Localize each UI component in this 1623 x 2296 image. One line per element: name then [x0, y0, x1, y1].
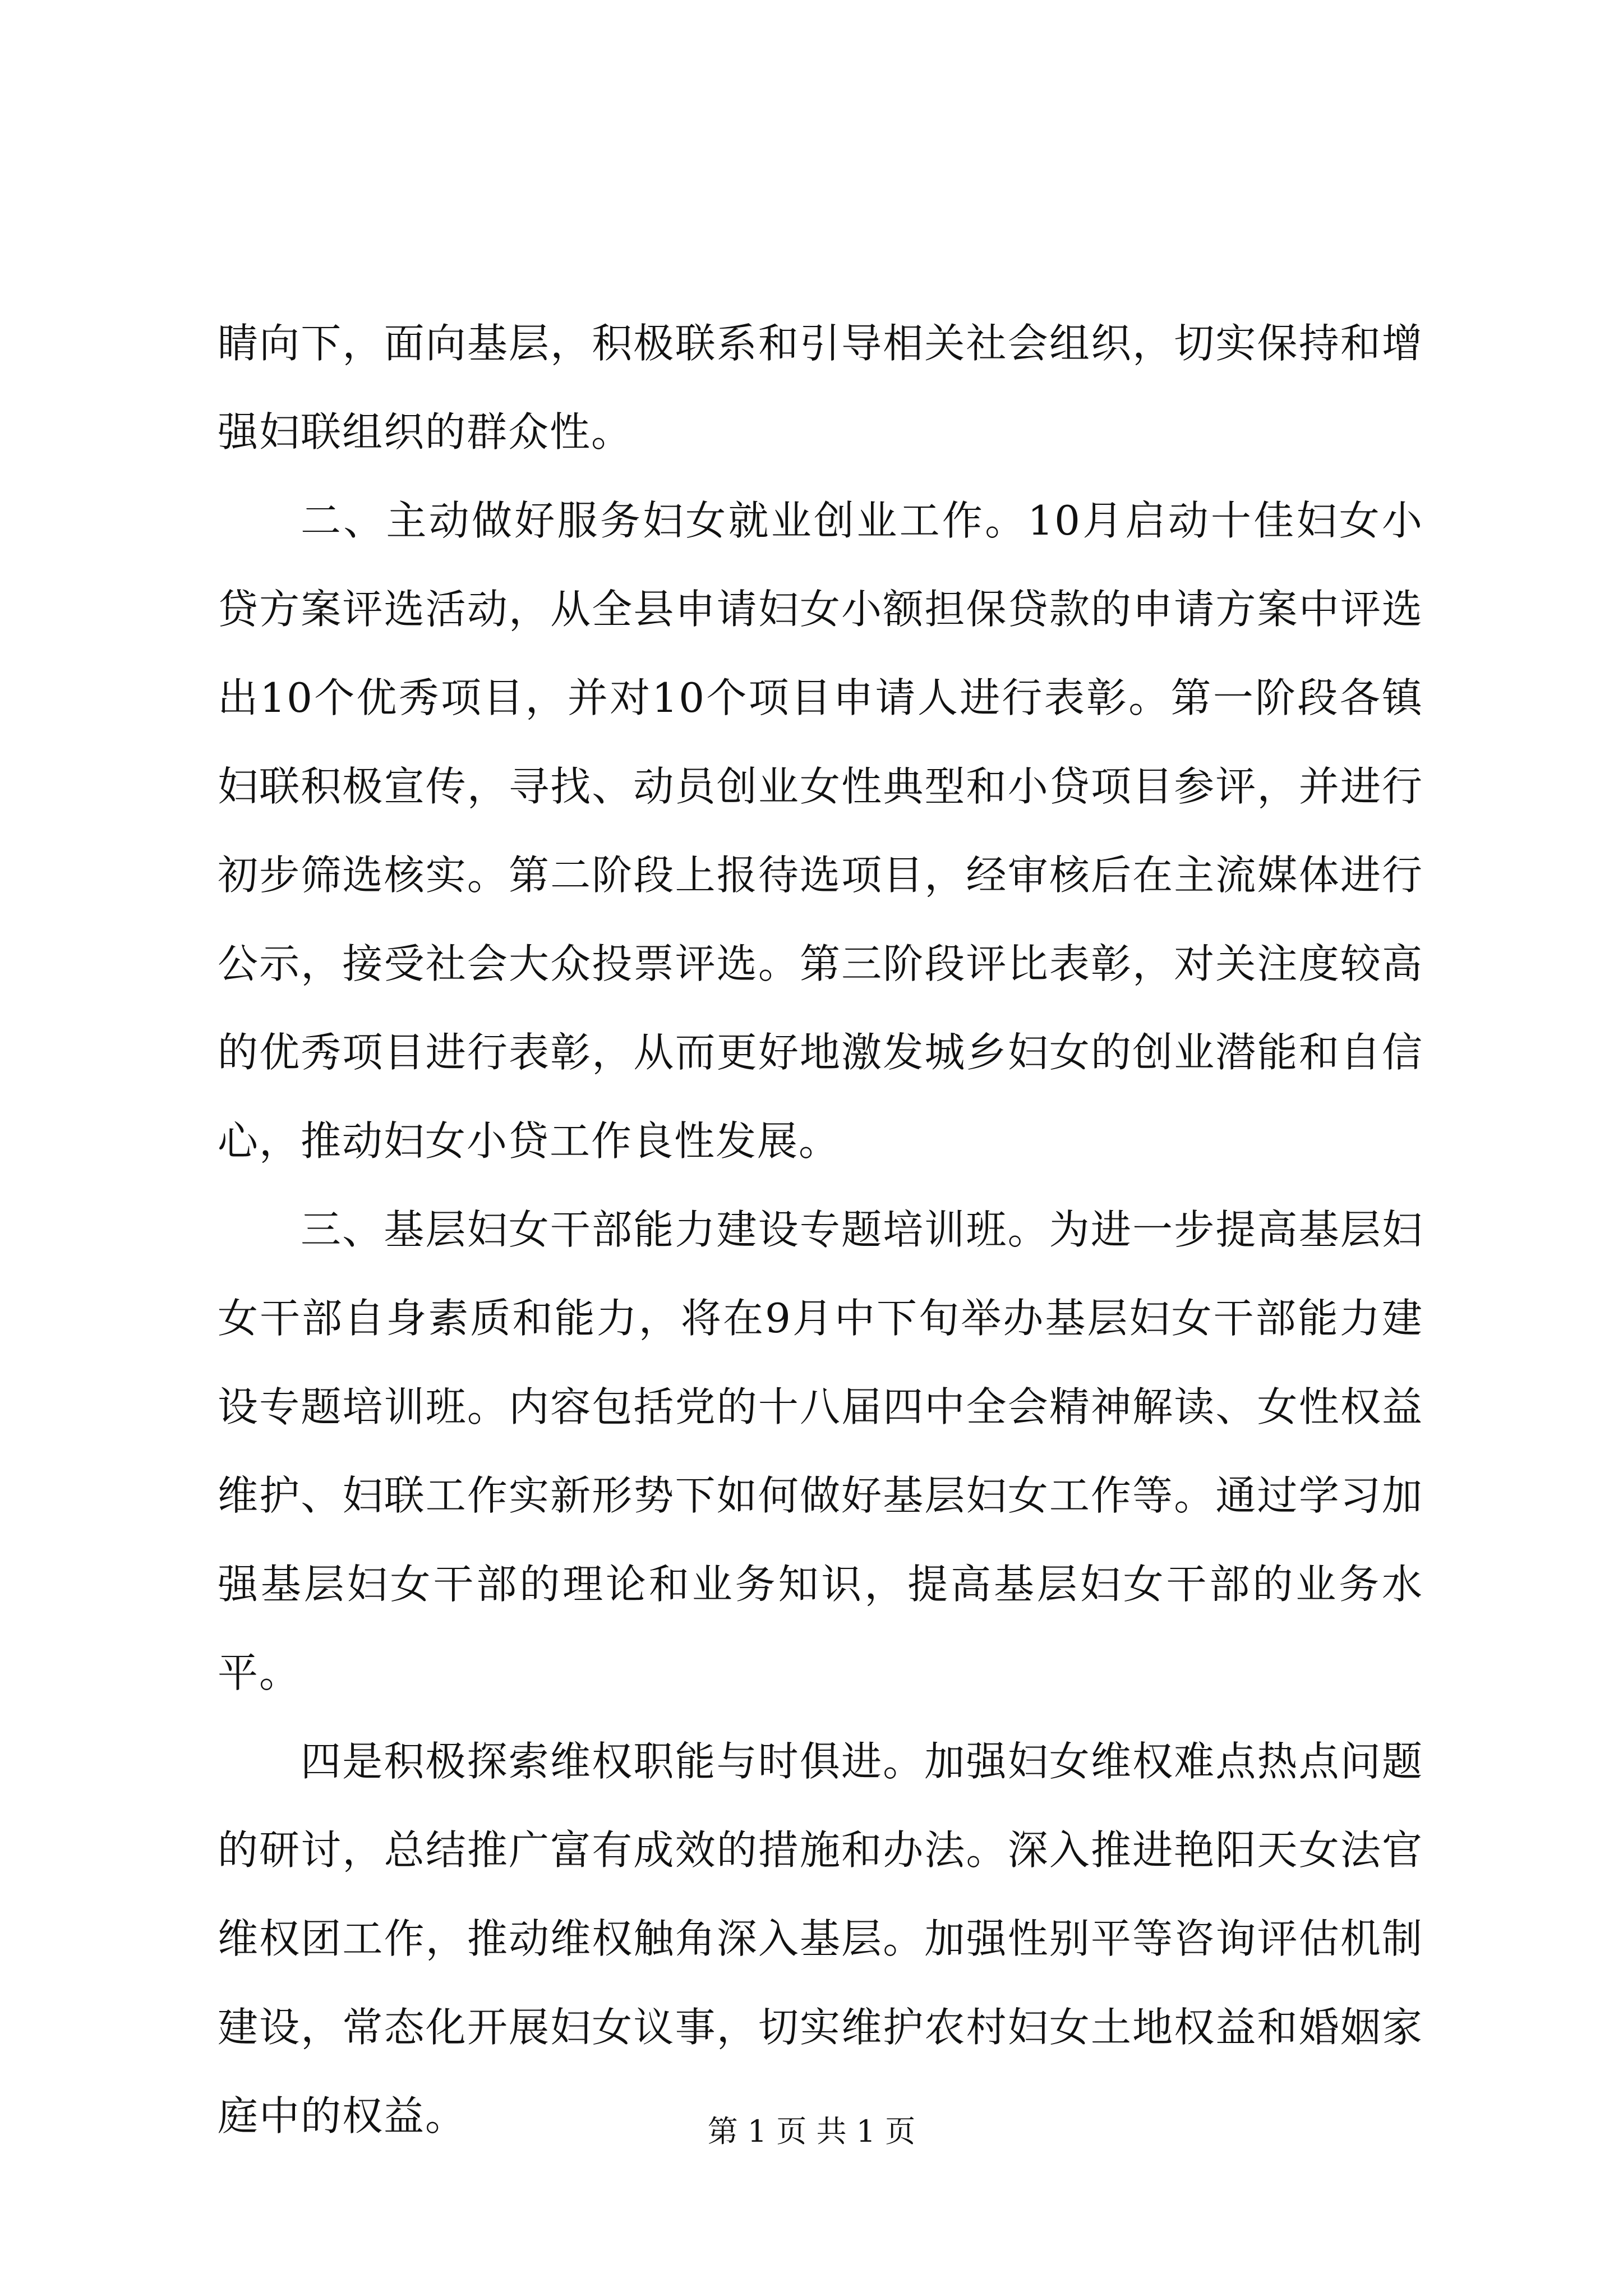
body-text	[218, 299, 1423, 2160]
paragraph-training: 三、基层妇女干部能力建设专题培训班。为进一步提高基层妇女干部自身素质和能力，将在9月中下旬举办基层妇女干部能力建设专题培训班。内容包括党的十八届四中全会精神解读、女性权益维护、妇联工作实新形势下如何做好基层妇女工作等。通过学习加强基层妇女干部的理论和业务知识，提高基层妇女干部的业务水平。	[218, 1206, 1423, 1696]
paragraph-continuation: 睛向下，面向基层，积极联系和引导相关社会组织，切实保持和增强妇联组织的群众性。	[218, 320, 1423, 455]
paragraph-employment: 二、主动做好服务妇女就业创业工作。10月启动十佳妇女小贷方案评选活动，从全县申请妇女小额担保贷款的申请方案中评选出10个优秀项目，并对10个项目申请人进行表彰。第一阶段各镇妇联积极宣传，寻找、动员创业女性典型和小贷项目参评，并进行初步筛选核实。第二阶段上报待选项目，经审核后在主流媒体进行公示，接受社会大众投票评选。第三阶段评比表彰，对关注度较高的优秀项目进行表彰，从而更好地激发城乡妇女的创业潜能和自信心，推动妇女小贷工作良性发展。	[218, 497, 1423, 1165]
page-footer: 第 1 页 共 1 页	[707, 2114, 916, 2149]
paragraph-rights: 四是积极探索维权职能与时俱进。加强妇女维权难点热点问题的研讨，总结推广富有成效的措施和办法。深入推进艳阳天女法官维权团工作，推动维权触角深入基层。加强性别平等咨询评估机制建设，常态化开展妇女议事，切实维护农村妇女土地权益和婚姻家庭中的权益。	[218, 1738, 1423, 2139]
